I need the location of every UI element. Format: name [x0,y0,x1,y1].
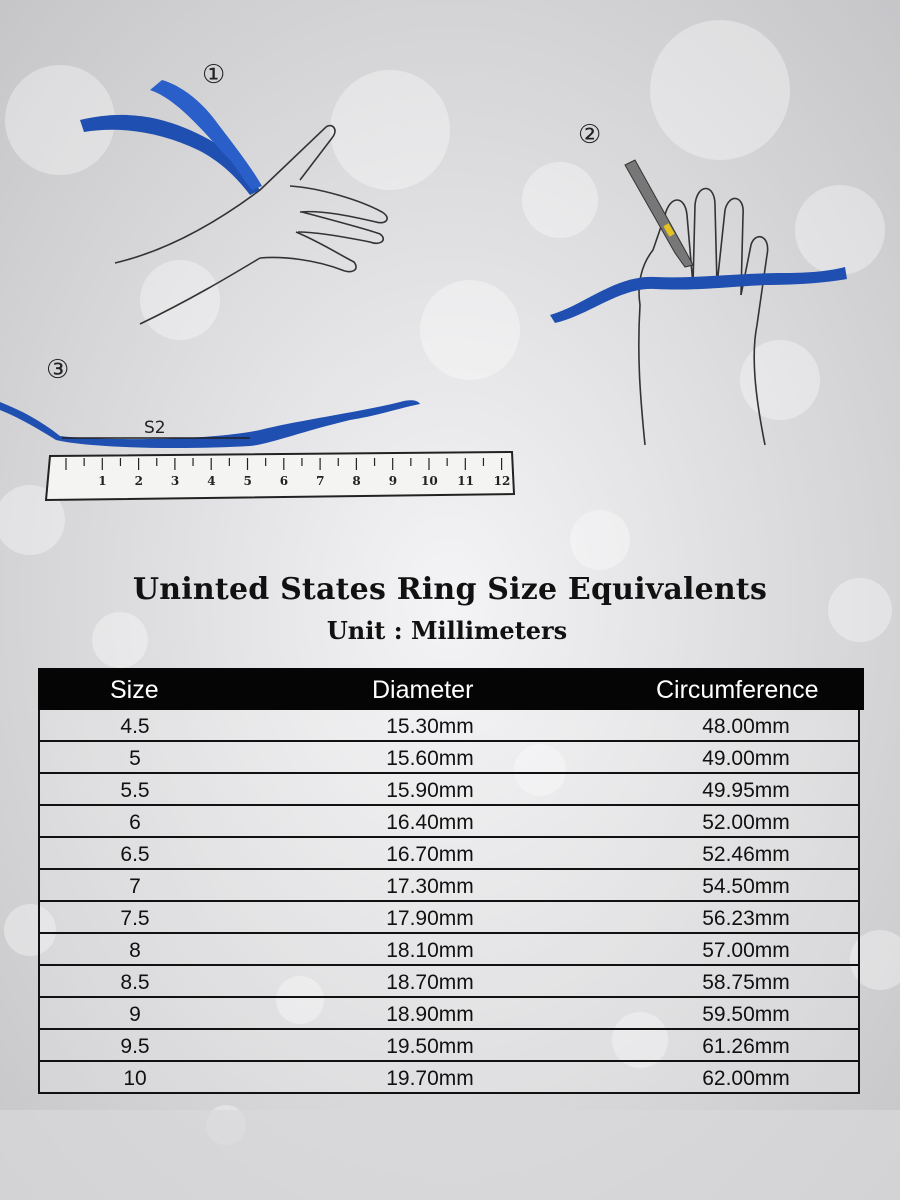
table-body [38,710,864,1094]
size-cell: 5 [129,747,141,770]
diameter-cell: 18.10mm [386,939,474,962]
ruler-number: 8 [352,474,361,488]
page-title: Uninted States Ring Size Equivalents [132,572,768,607]
diameter-cell: 15.60mm [386,747,474,770]
step2-illustration [545,155,855,455]
diameter-cell: 18.70mm [386,971,474,994]
step-number-2: ② [578,120,602,150]
size-cell: 8 [129,939,141,962]
diameter-cell: 17.90mm [386,907,474,930]
ruler-number: 4 [207,474,216,488]
ruler-number: 11 [457,474,475,488]
ruler-number: 2 [134,474,143,488]
ruler-number: 6 [279,474,289,488]
table-row [38,1030,860,1062]
ruler-number: 5 [243,474,252,488]
ruler-number: 3 [170,474,180,488]
size-cell: 6 [129,811,141,834]
page-subtitle: Unit : Millimeters [326,616,568,645]
table-row [38,902,860,934]
ribbon-shape [550,267,847,323]
diameter-cell: 16.40mm [386,811,474,834]
circumference-cell: 61.26mm [702,1035,790,1058]
header-diameter: Diameter [372,676,474,704]
hand-illustration [115,126,387,324]
circumference-cell: 52.00mm [702,811,790,834]
diameter-cell: 15.30mm [386,715,474,738]
size-cell: 10 [123,1067,147,1090]
table-row [38,806,860,838]
ruler-number: 9 [388,474,398,488]
ruler-marker-label: S2 [144,418,166,438]
diameter-cell: 19.70mm [386,1067,474,1090]
step3-illustration [0,390,530,510]
circumference-cell: 56.23mm [702,907,790,930]
hand-palm-illustration [639,189,768,446]
size-cell: 8.5 [120,971,150,994]
size-cell: 7.5 [120,907,150,930]
ring-size-table [38,668,864,1094]
size-cell: 5.5 [120,779,150,802]
circumference-cell: 49.00mm [702,747,790,770]
diameter-cell: 15.90mm [386,779,474,802]
table-row [38,742,860,774]
diameter-cell: 17.30mm [386,875,474,898]
table-row [38,774,860,806]
circumference-cell: 58.75mm [702,971,790,994]
table-row [38,998,860,1030]
table-row [38,838,860,870]
header-size: Size [110,676,159,704]
diameter-cell: 19.50mm [386,1035,474,1058]
table-row [38,934,860,966]
pen-shape [625,160,693,267]
circumference-cell: 48.00mm [702,715,790,738]
size-cell: 7 [129,875,141,898]
ruler-number: 10 [421,474,438,488]
size-cell: 9 [129,1003,141,1026]
circumference-cell: 52.46mm [702,843,790,866]
size-cell: 4.5 [120,715,150,738]
circumference-cell: 49.95mm [702,779,790,802]
step-number-3: ③ [46,355,70,385]
circumference-cell: 59.50mm [702,1003,790,1026]
step1-illustration [70,60,410,340]
table-row [38,1062,860,1094]
circumference-cell: 62.00mm [702,1067,790,1090]
header-circumference: Circumference [656,676,819,704]
ruler [46,452,514,500]
ruler-number: 12 [493,474,511,488]
table-header [38,668,864,710]
table-row [38,966,860,998]
size-cell: 6.5 [120,843,150,866]
table-row [38,870,860,902]
step-number-1: ① [202,60,226,90]
circumference-cell: 57.00mm [702,939,790,962]
ribbon-shape [0,400,420,448]
table-row [38,710,860,742]
size-cell: 9.5 [120,1035,150,1058]
diameter-cell: 18.90mm [386,1003,474,1026]
diameter-cell: 16.70mm [386,843,474,866]
circumference-cell: 54.50mm [702,875,790,898]
ruler-number: 7 [316,474,325,488]
ruler-number: 1 [98,474,107,488]
